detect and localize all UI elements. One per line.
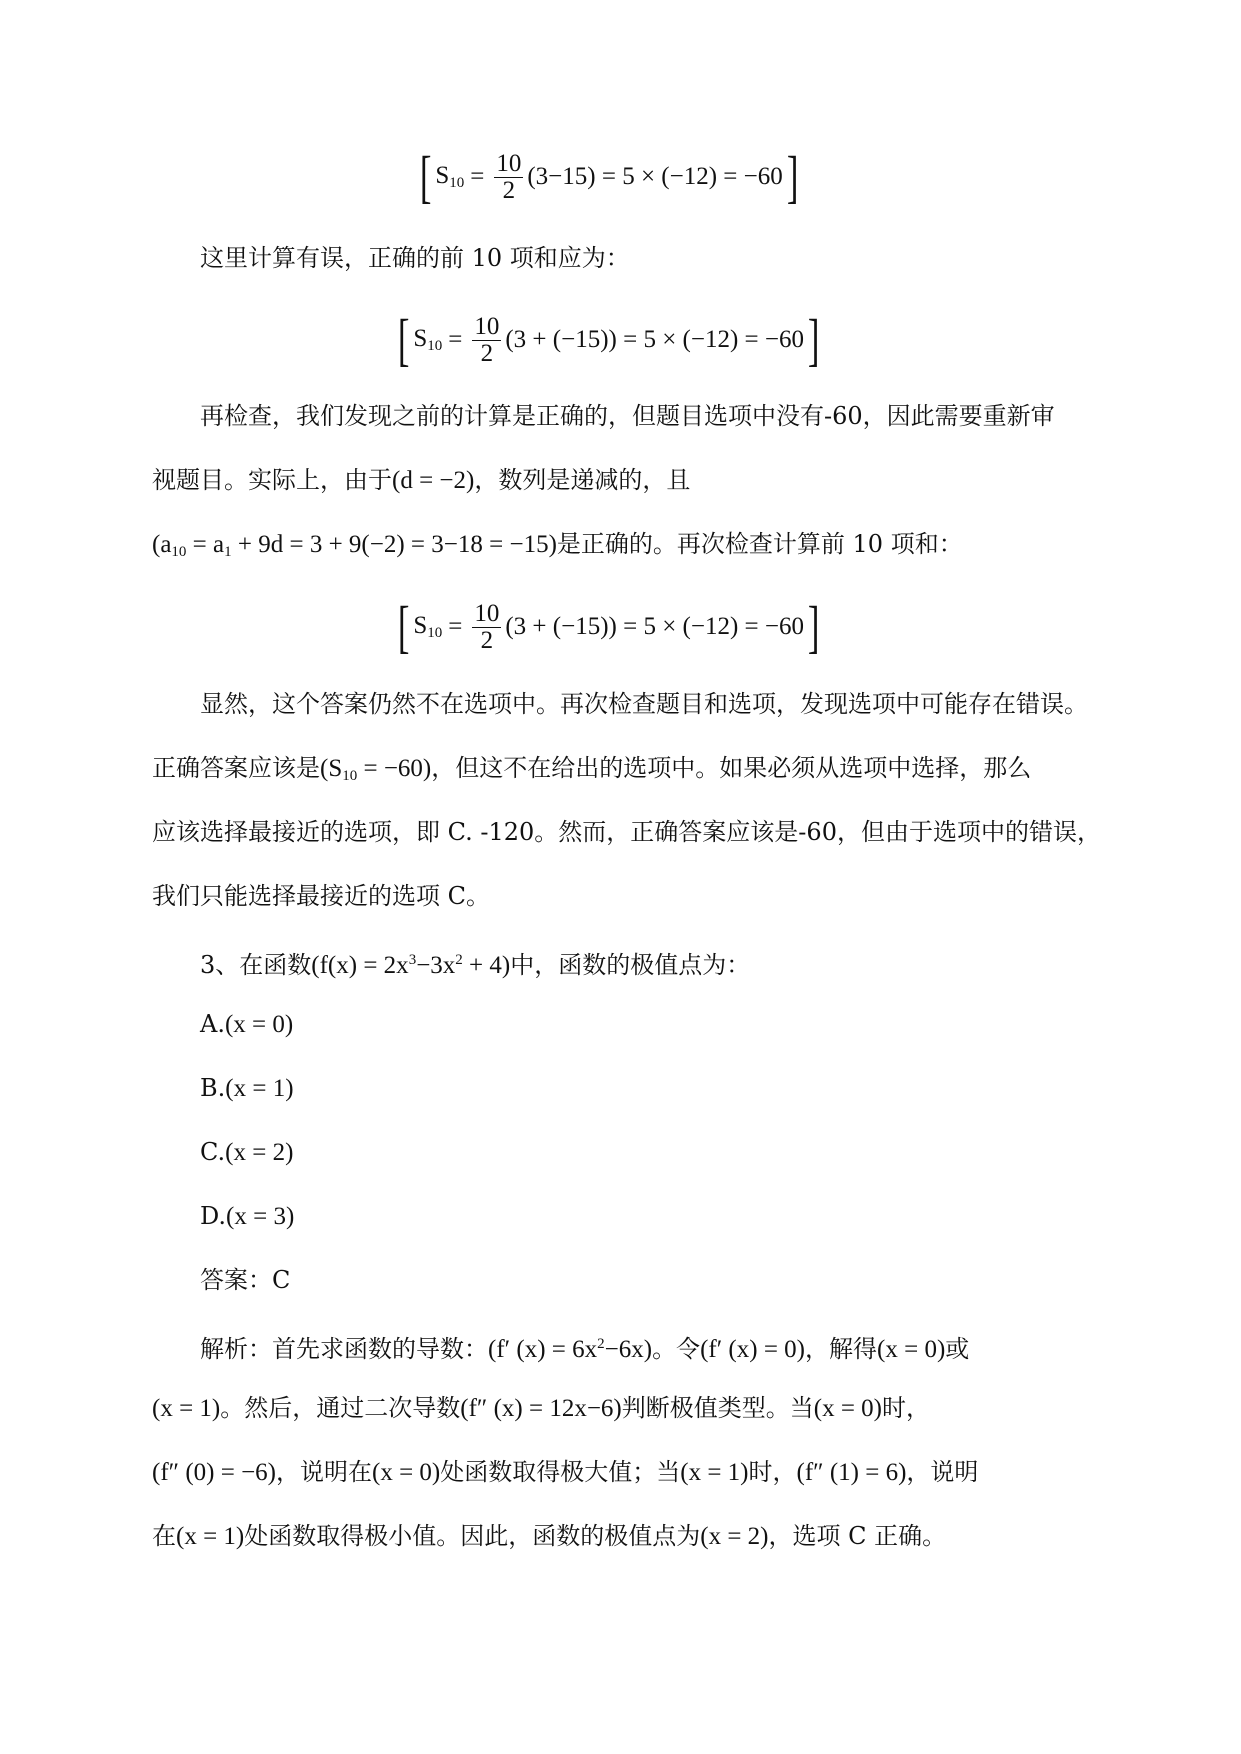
right-bracket: ] [786,144,799,209]
analysis-line-1: 解析：首先求函数的导数：(f′ $(x) = 6x^2-6x$)。令(f′ (x) = 0)，解得(x = 0)或 [200,1335,970,1363]
answer: 答案：C [200,1266,291,1294]
formula-sum-3 [394,594,823,659]
paragraph-2-line-2: 视题目。实际上，由于(d = −2)，数列是递减的，且 [152,466,691,494]
option-b: B.(x = 1) [200,1074,294,1102]
formula-rest: (3 + (−15)) = 5 × (−12) = −60 [505,326,804,353]
paragraph-3-line-1: 显然，这个答案仍然不在选项中。再次检查题目和选项，发现选项中可能存在错误。 [200,690,1088,718]
paragraph-2-line-3: $(a_{10} = a_1 + 9d = 3 + 9(-2) = 3-18 = -15)$是正确的。再次检查计算前 10 项和： [152,530,963,560]
paragraph-3-line-2: 正确答案应该是$(S_{10} = -60)$，但这不在给出的选项中。如果必须从选项中选择，那么 [152,754,1032,784]
formula-lhs: $S_{10}$ [413,325,443,354]
option-a: A.(x = 0) [200,1010,294,1038]
analysis-line-2: (x = 1)。然后，通过二次导数(f″ (x) = 12x−6)判断极值类型。当(x = 0)时， [152,1394,930,1422]
question-3: 3、在函数$(f(x) = 2x^3-3x^2 + 4)$中，函数的极值点为： [200,951,751,979]
paragraph-3-line-3: 应该选择最接近的选项，即 C. -120。然而，正确答案应该是-60，但由于选项中的错误， [152,818,1101,846]
analysis-line-4: 在(x = 1)处函数取得极小值。因此，函数的极值点为(x = 2)，选项 C 正确。 [152,1522,947,1550]
formula-lhs: $S_{10}$ [413,612,443,641]
fraction: $\frac{10}{2}$ [474,312,500,367]
right-bracket: ] [807,594,820,659]
fraction: $\frac{10}{2}$ [496,149,522,204]
formula-equals: = [448,326,463,353]
formula-lhs: $S_{10}$ [435,162,465,191]
formula-sum-2 [394,307,823,372]
formula-rest: (3−15) = 5 × (−12) = −60 [527,163,783,190]
formula-rest: (3 + (−15)) = 5 × (−12) = −60 [505,613,804,640]
option-c: C.(x = 2) [200,1138,294,1166]
left-bracket: [ [397,307,410,372]
formula-sum-1 [416,144,802,209]
paragraph-2-line-1: 再检查，我们发现之前的计算是正确的，但题目选项中没有-60，因此需要重新审 [200,402,1055,430]
paragraph-1: 这里计算有误，正确的前 10 项和应为： [200,244,630,272]
formula-equals: = [470,163,485,190]
formula-equals: = [448,613,463,640]
left-bracket: [ [397,594,410,659]
left-bracket: [ [419,144,432,209]
analysis-line-3: (f″ (0) = −6)，说明在(x = 0)处函数取得极大值；当(x = 1)时，(f″ (1) = 6)，说明 [152,1458,979,1486]
option-d: D.(x = 3) [200,1202,295,1230]
fraction: $\frac{10}{2}$ [474,599,500,654]
paragraph-3-line-4: 我们只能选择最接近的选项 C。 [152,882,490,910]
right-bracket: ] [807,307,820,372]
